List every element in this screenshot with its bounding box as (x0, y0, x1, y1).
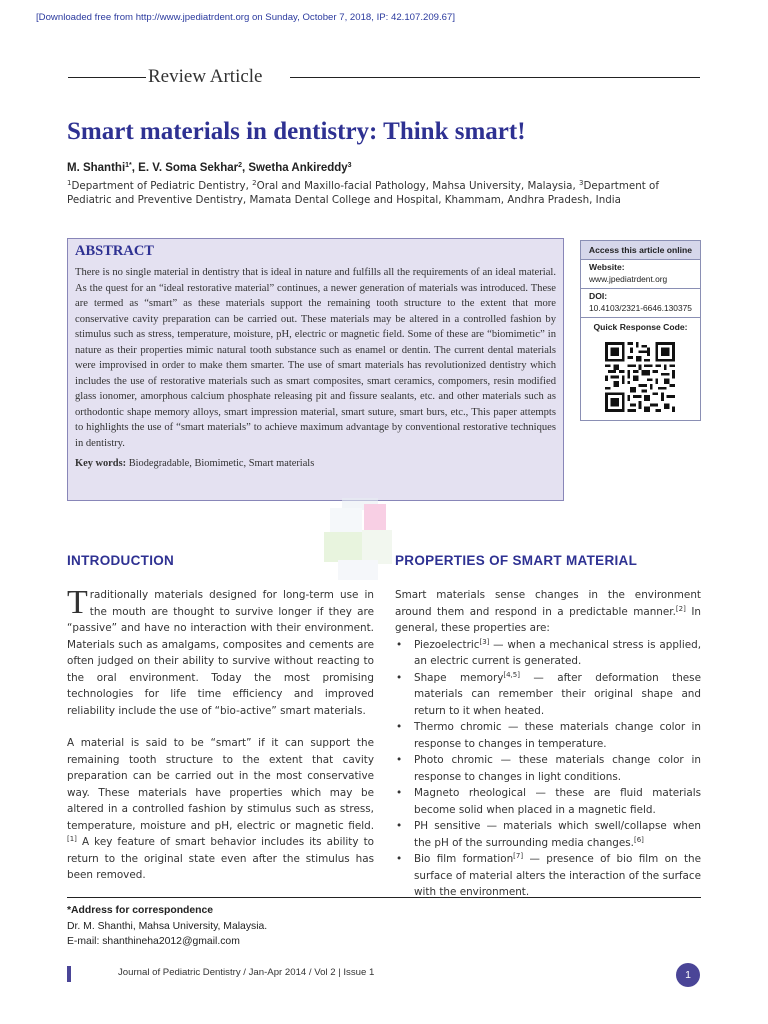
properties-heading: PROPERTIES OF SMART MATERIAL (395, 553, 638, 568)
keywords-label: Key words: (75, 457, 127, 469)
drop-cap: T (67, 584, 88, 621)
item-name: PH sensitive (414, 820, 481, 832)
rule-left (68, 77, 146, 78)
item-text: — when a mechanical stress is applied, an electric current is generated. (414, 638, 701, 667)
affiliations (67, 179, 699, 207)
item-ref[interactable]: [7] (513, 852, 524, 860)
doi-label: DOI: (589, 291, 608, 301)
item-name: Shape memory (414, 671, 504, 684)
correspondence-footnote (67, 903, 267, 950)
properties-body (395, 587, 701, 901)
introduction-body (67, 584, 374, 900)
aff-1: Department of Pediatric Dentistry, (71, 180, 253, 192)
item-name: Magneto rheological (414, 787, 526, 799)
qr-label: Quick Response Code: (593, 322, 688, 332)
abstract-text: There is no single material in dentistry that is ideal in nature and fulfills all the requirements of an ideal material. As the quest for an “ideal restorative material” continues, a newer generation of materials was introduced. These are termed as “smart” as these materials support the remaining tooth structure to the extent that more conservative cavity preparation can be carried out. These materials may be altered in a controlled fashion by stimulus such as stress, temperature, moisture, pH, electric or magnetic field. Some of these are “biomimetic” in nature as their properties mimic natural tooth substance such as enamel or dentin. The current dental materials were improvised in order to make them smarter. The use of smart materials has revolutionized dentistry which includes the use of restorative materials such as smart composites, smart ceramics, compomers, resin modified glass ionomer, amorphous calcium phosphate releasing pit and fissure sealants, etc. and other materials such as orthodontic shape memory alloys, smart impression material, smart suture, smart burs, etc., This paper attempts to highlights the use of “smart materials” to achieve maximum advantage by conventional restorative techniques in dentistry. (75, 267, 556, 450)
website-link[interactable]: www.jpediatrdent.org (589, 274, 668, 284)
aff-1-sup: 1 (67, 179, 72, 187)
section-label: Review Article (148, 66, 263, 87)
list-item (395, 818, 701, 851)
item-ref[interactable]: [4,5] (503, 670, 520, 679)
correspondence-email[interactable]: E-mail: shanthineha2012@gmail.com (67, 936, 240, 947)
correspondence-title: *Address for correspondence (67, 905, 214, 916)
item-text: — after deformation these materials can remember their original shape and return to it when heated. (414, 671, 701, 717)
intro-paragraph-2-text: A material is said to be “smart” if it can support the remaining tooth structure to the extent that cavity preparation can be carried out in the most conservative way. These materials have properties which may be altered in a controlled fashion by stimulus such as stress, temperature, moisture and pH, electric or magnetic field. (67, 737, 374, 832)
item-name: Thermo chromic (414, 721, 502, 733)
intro-ref-1[interactable]: [1] (67, 835, 77, 843)
journal-footer: Journal of Pediatric Dentistry / Jan-Apr 2014 / Vol 2 | Issue 1 (118, 967, 375, 978)
rule-right (290, 77, 700, 78)
aff-2: Oral and Maxillo-facial Pathology, Mahsa University, Malaysia, (256, 180, 579, 192)
keywords-value: Biodegradable, Biomimetic, Smart materials (126, 457, 315, 469)
watermark-logo (320, 498, 400, 584)
item-ref[interactable]: [3] (479, 637, 490, 646)
aff-3: Department of Pediatric and Preventive Dentistry, Mamata Dental College and Hospital, Khammam, Andhra Pradesh, India (67, 180, 659, 206)
qr-code-icon (605, 341, 675, 413)
properties-intro-tail: In general, these properties are: (395, 605, 702, 634)
intro-paragraph-1-text: raditionally materials designed for long-term use in the mouth are thought to survive longer if they are “passive” and have no interaction with their environment. Materials such as amalgams, composites and cements are often judged on their ability to survive without reacting to the oral environment. Today the most promising technologies for life time efficiency and improved reliability include the use of “bio-active” smart materials. (67, 589, 374, 717)
author-1: M. Shanthi (67, 162, 126, 174)
aff-2-sup: 2 (252, 179, 257, 187)
authors (67, 162, 352, 174)
intro-paragraph-2-tail: A key feature of smart behavior includes its ability to return to the original state even after the stimulus has been removed. (67, 836, 374, 881)
intro-paragraph-1 (67, 584, 374, 719)
list-item (395, 670, 701, 720)
introduction-heading: INTRODUCTION (67, 553, 175, 568)
doi-value: 10.4103/2321-6646.130375 (589, 303, 692, 313)
properties-intro-text: Smart materials sense changes in the environment around them and respond in a predictable manner. (395, 589, 701, 618)
list-item (395, 752, 701, 785)
section-label-rule (68, 66, 700, 90)
author-3-sup: 3 (347, 162, 352, 169)
aff-3-sup: 3 (579, 179, 584, 187)
abstract-keywords (75, 458, 556, 469)
access-heading: Access this article online (581, 241, 700, 260)
properties-ref-2[interactable]: [2] (675, 604, 686, 613)
doi-row (581, 289, 700, 318)
item-text: — presence of bio film on the surface of material alters the interaction of the surface with the environment. (414, 853, 701, 898)
website-row (581, 260, 700, 289)
correspondence-address: Dr. M. Shanthi, Mahsa University, Malaysia. (67, 920, 268, 932)
item-text: — these materials change color in response to changes in light conditions. (414, 754, 701, 783)
author-2-sup: 2 (238, 162, 242, 169)
abstract-box (67, 238, 564, 501)
properties-intro (395, 587, 701, 637)
item-ref[interactable]: [6] (634, 835, 644, 844)
item-name: Photo chromic (414, 754, 493, 766)
item-text: — these are fluid materials become solid when placed in a magnetic field. (414, 787, 702, 816)
list-item (395, 637, 701, 670)
list-item (395, 719, 701, 752)
author-2: , E. V. Soma Sekhar (131, 162, 239, 174)
footer-mark (67, 966, 71, 982)
item-text: — these materials change color in response to changes in temperature. (414, 721, 701, 750)
list-item (395, 785, 701, 818)
item-name: Piezoelectric (414, 638, 480, 651)
page-number-badge: 1 (676, 963, 700, 987)
author-3: , Swetha Ankireddy (242, 162, 348, 174)
intro-paragraph-2 (67, 735, 374, 884)
website-label: Website: (589, 262, 625, 272)
article-title: Smart materials in dentistry: Think smart! (67, 118, 526, 145)
footnote-divider (67, 897, 701, 898)
abstract-heading: ABSTRACT (75, 243, 154, 259)
author-1-sup: 1* (125, 162, 132, 169)
properties-list (395, 637, 701, 901)
item-name: Bio film formation (414, 853, 514, 865)
access-article-box (580, 240, 701, 421)
download-note: [Downloaded free from http://www.jpediatrdent.org on Sunday, October 7, 2018, IP: 42.107.209.67] (36, 12, 456, 23)
list-item (395, 851, 701, 901)
item-text: — materials which swell/collapse when the pH of the surrounding media changes. (414, 820, 701, 849)
